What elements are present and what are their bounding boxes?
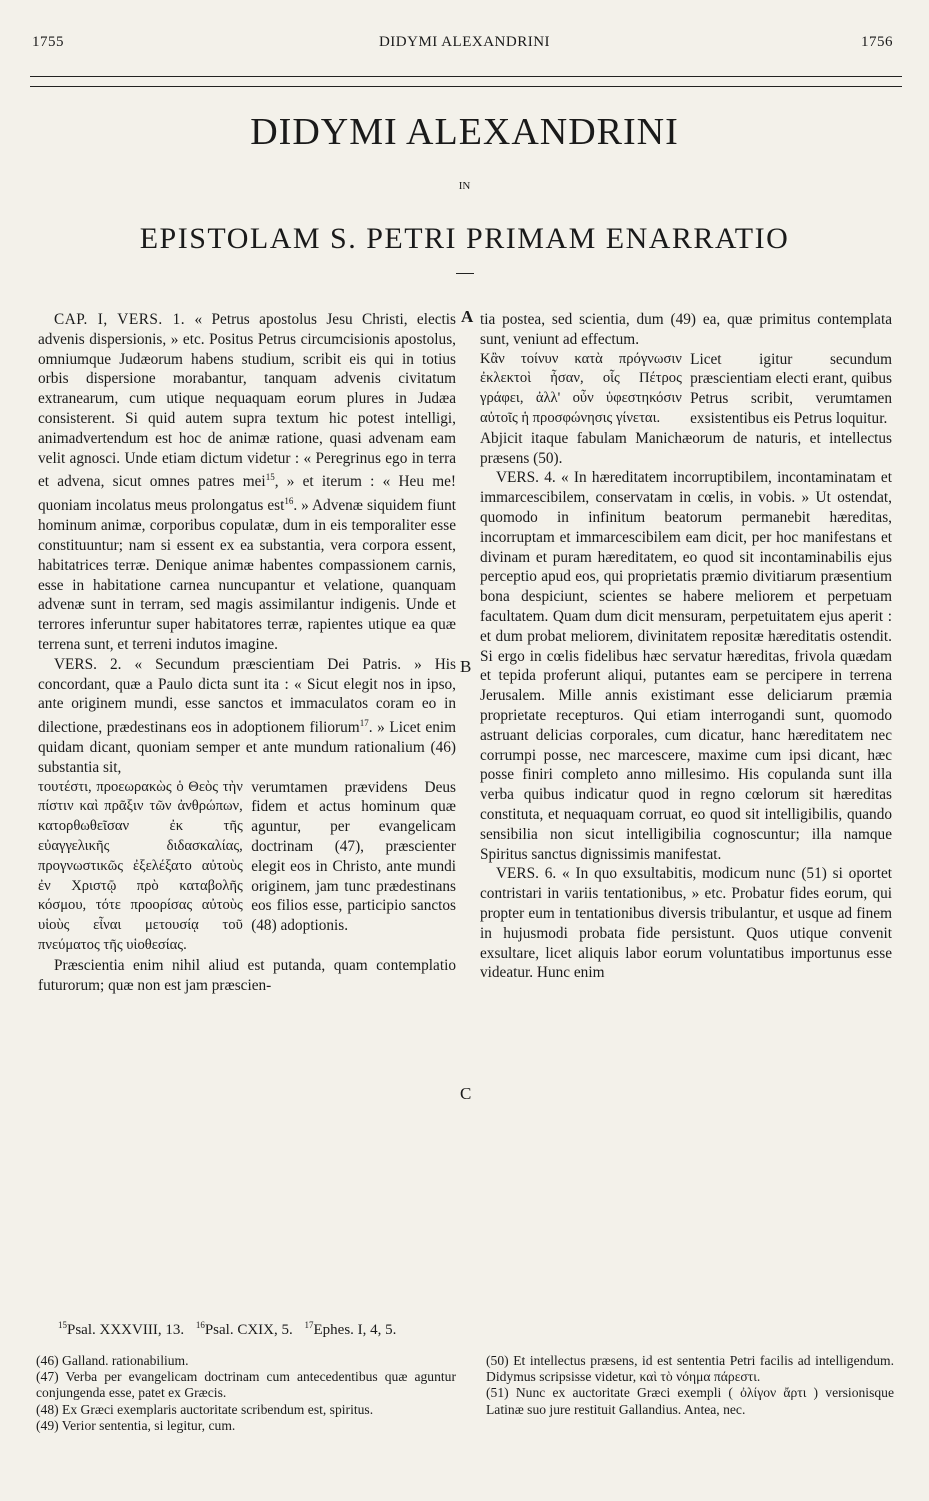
ref-number: 16 xyxy=(195,1320,205,1330)
right-column xyxy=(480,310,892,983)
ref-number: 17 xyxy=(304,1320,314,1330)
footnote-ref: 16 xyxy=(284,496,294,507)
title-connector: IN xyxy=(458,180,471,192)
note: (46) Galland. rationabilium. xyxy=(36,1353,189,1368)
verse-heading: VERS. 6. xyxy=(496,865,557,883)
paragraph-text: « In quo exsultabitis, modicum nunc (51) si oportet contristari in variis tentationibus, » etc. Probatur fides eorum, qui propter eum in tentationibus diversis tribulantur, et usque ad finem in hujusmodi probata fide persistunt. Quos utique convenit exsultare, licet aliquis labor eorum voluntatibus importunus esse videatur. Hunc enim xyxy=(480,865,892,982)
paragraph-text: . » Licet enim quidam dicant, quoniam semper et ante mundum rationalium (46) substantia sit, xyxy=(38,719,456,776)
scripture-references xyxy=(58,1320,858,1339)
notes-left xyxy=(36,1353,456,1434)
paragraph-text: . » Advenæ siquidem fiunt hominum animæ, corporibus copulatæ, dum in eis temporaliter esse constituuntur; nam si essent ex ea substantia, vera corpora essent, habitatrices terræ. Denique animæ habentes compassionem carnis, esse in habitatione carnea nuncupantur et velatione, quanquam advenæ sunt in terram, sed magis assimilantur indigenis. Unde et terrores inferuntur super habitatores terræ, rapientes utique ea quæ terrena sunt, et terreni indutos imagine. xyxy=(38,497,456,653)
subtitle: EPISTOLAM S. PETRI PRIMAM ENARRATIO xyxy=(139,222,790,255)
ref-text: Ephes. I, 4, 5. xyxy=(313,1322,397,1338)
footnote-ref: 17 xyxy=(359,718,369,729)
paragraph: tia postea, sed scientia, dum (49) ea, quæ primitus contemplata sunt, veniunt ad effectum. xyxy=(480,311,892,348)
paragraph xyxy=(38,310,456,655)
paragraph xyxy=(480,864,892,983)
latin-text: Licet igitur secundum præscientiam electi erant, quibus Petrus scribit, verumtamen exsistentibus eis Petrus loquitur. xyxy=(690,350,892,427)
verse-heading: VERS. 4. xyxy=(496,469,556,487)
page-number-right: 1756 xyxy=(861,34,893,50)
note: (48) Ex Græci exemplaris auctoritate scribendum est, spiritus. xyxy=(36,1401,374,1417)
title-dash xyxy=(456,273,474,274)
header-rule-thin xyxy=(30,86,902,87)
paragraph: Abjicit itaque fabulam Manichæorum de naturis, et intellectus præsens (50). xyxy=(480,429,892,467)
note: (51) Nunc ex auctoritate Græci exempli ( ὀλίγον ἄρτι ) versionisque Latinæ suo jure restituit Gallandius. Antea, nec. xyxy=(486,1385,894,1417)
main-title: DIDYMI ALEXANDRINI xyxy=(250,111,679,153)
verse-heading: VERS. 2. xyxy=(54,655,122,673)
paragraph xyxy=(480,468,892,864)
note: (50) Et intellectus præsens, id est sententia Petri facilis ad intelligendum. Didymus scripsisse videtur, καὶ τὸ νόημα πάρεστι. xyxy=(486,1353,894,1385)
paragraph xyxy=(38,655,456,778)
ref-text: Psal. XXXVIII, 13. xyxy=(67,1322,185,1338)
notes-right xyxy=(486,1353,894,1418)
paragraph-text: « Secundum præscientiam Dei Patris. » His concordant, quæ a Paulo dicta sunt ita : « Sicut elegit nos in ipso, ante originem mundi, esse sanctos et immaculatos coram eo in dilectione, prædestinans eos in adoptionem filiorum xyxy=(38,655,456,737)
margin-mark-b: B xyxy=(460,657,472,676)
parallel-text xyxy=(480,350,892,429)
paragraph-text: , » et iterum : « Heu me! quoniam incolatus meus prolongatus est xyxy=(38,473,456,515)
paragraph-text: « Petrus apostolus Jesu Christi, electis advenis dispersionis, » etc. Positus Petrus circumcisionis apostolus, omniumque Judæorum habens studium, scribit eis qui in totius orbis dispersione morabantur, tanquam advenis civitatum extranearum, cum utique nequaquam eorum plures in Judæa consisterent. Si quid autem supra textum hic potest intelligi, animadvertendum est hoc de animæ ratione, quasi advenam eam velit agnosci. Unde etiam dictum videtur : « Peregrinus ego in terra et advena, sicut omnes patres mei xyxy=(38,311,456,491)
greek-text: τουτέστι, προεωρακὼς ὁ Θεὸς τὴν πίστιν καὶ πρᾶξιν τῶν ἀνθρώπων, κατορθωθεῖσαν ἐκ τῆς εὐαγγελικῆς διδασκαλίας, προγνωστικῶς ἐξελέξατο αὐτοὺς ἐν Χριστῷ πρὸ καταβολῆς κόσμου, τότε προορίσας αὐτοὺς υἱοὺς εἶναι μετουσίᾳ τοῦ πνεύματος τῆς υἱοθεσίας. xyxy=(38,778,243,953)
paragraph-text: « In hæreditatem incorruptibilem, incontaminatam et immarcescibilem, conservatam in cœlis, in vobis. » Ut ostendat, quomodo in infinitum beatorum permanebit hæreditas, incorruptam et immarcescibilem eam dicit, per hoc manifestans et divinam et puram hæreditatem, eo quod sit incontaminabilis ejus perceptio apud eos, qui proprietatis præmio divitiarum præsentium bona despiciunt, scientes se habere meliorem et perpetuam facultatem. Quam dum dicit mensuram, perpetuitatem ejus aperit : et dum probat meliorem, divinitatem repositæ hæreditatis ostendit. Si ergo in cœlis fidelibus hæc servatur hæreditas, frivola quædam et tepida proferunt aliqui, putantes eam se percipere in terrena Jerusalem. Mille annis existimant esse deliciarum præmia proprietate recepturos. Qui etiam interrogandi sunt, quomodo astruant delicias corporales, cum dicatur, hanc hæreditatem nec corrumpi posse, nec marcescere, maxime cum ipsi dicant, hæc posse finiri completo anno millesimo. His copulanda sunt illa verba quibus indicatur quod in regno cœlorum sit hæreditas constituta, et nequaquam corruat, eo quod sit intelligibilis, quando sensibilia non sicut intelligibilia cognoscuntur; illa namque Spiritus sanctus dignissimis manifestat. xyxy=(480,469,892,863)
ref-text: Psal. CXIX, 5. xyxy=(204,1322,293,1338)
page-number-left: 1755 xyxy=(32,34,64,50)
left-column xyxy=(38,310,456,995)
note: (47) Verba per evangelicam doctrinam cum antecedentibus quæ aguntur conjungenda esse, patet ex Græcis. xyxy=(36,1369,456,1401)
paragraph: Præscientia enim nihil aliud est putanda, quam contemplatio futurorum; quæ non est jam præscien- xyxy=(38,956,456,994)
verse-heading: CAP. I, VERS. 1. xyxy=(54,311,186,328)
latin-text: verumtamen prævidens Deus fidem et actus hominum quæ aguntur, per evangelicam doctrinam (47), præscienter elegit eos in Christo, ante mundi originem, jam tunc prædestinans eos filios esse, participio sanctos (48) adoptionis. xyxy=(251,778,456,935)
margin-mark-c: C xyxy=(460,1084,472,1103)
parallel-text xyxy=(38,778,456,956)
note: (49) Verior sententia, si legitur, cum. xyxy=(36,1417,236,1433)
ref-number: 15 xyxy=(58,1320,67,1330)
header-rule xyxy=(30,76,902,77)
footnote-ref: 15 xyxy=(265,472,275,483)
running-head: DIDYMI ALEXANDRINI xyxy=(378,34,551,50)
greek-text: Κἂν τοίνυν κατὰ πρόγνωσιν ἐκλεκτοὶ ἦσαν, οἷς Πέτρος γράφει, ἀλλ' οὖν ὑφεστηκόσιν αὐτοῖς ἡ προσφώνησις γίνεται. xyxy=(480,350,682,426)
margin-mark-a: A xyxy=(461,307,474,326)
